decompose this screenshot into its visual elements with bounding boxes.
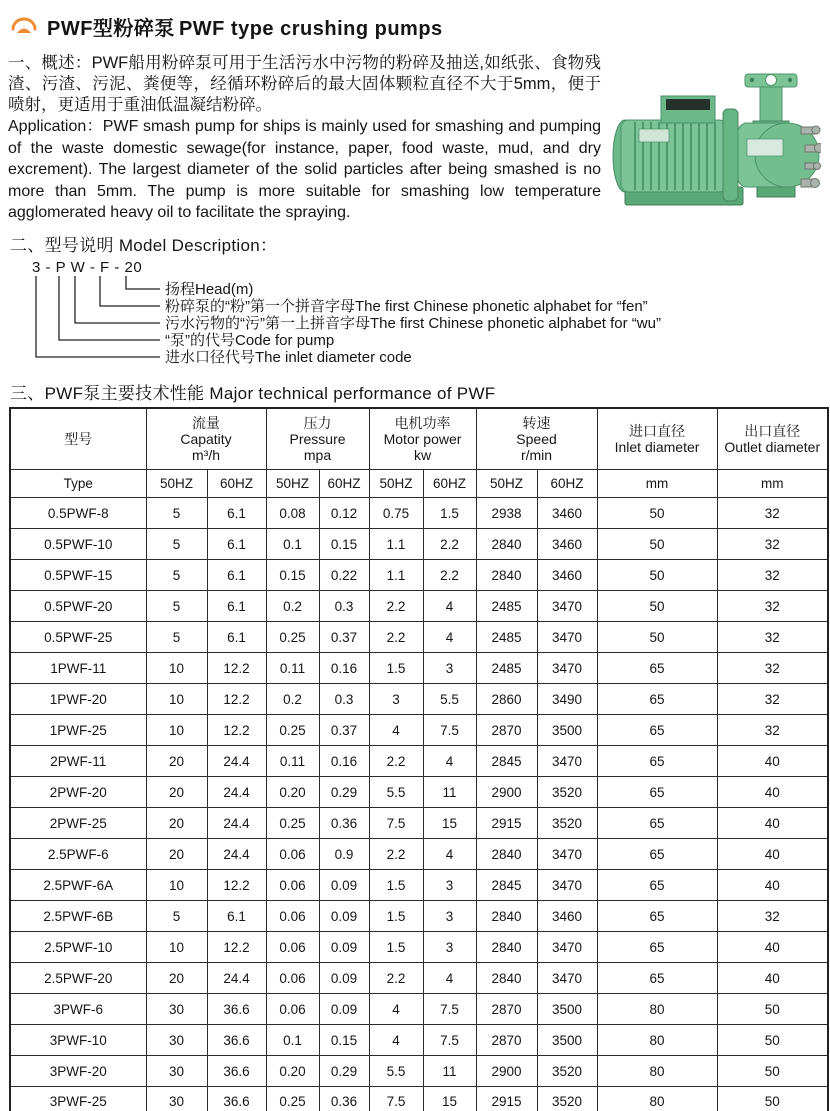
value-cell: 65 xyxy=(597,653,717,684)
value-cell: 2845 xyxy=(476,870,537,901)
model-cell: 3PWF-10 xyxy=(10,1025,146,1056)
table-row xyxy=(10,746,828,777)
model-cell: 3PWF-25 xyxy=(10,1087,146,1111)
value-cell: 5 xyxy=(146,529,207,560)
value-cell: 0.09 xyxy=(319,932,369,963)
value-cell: 0.25 xyxy=(266,715,319,746)
value-cell: 0.20 xyxy=(266,1056,319,1087)
value-cell: 0.1 xyxy=(266,529,319,560)
col-header-pressure-unit: mpa xyxy=(303,446,332,463)
value-cell: 0.36 xyxy=(319,808,369,839)
value-cell: 0.09 xyxy=(319,870,369,901)
value-cell: 24.4 xyxy=(207,808,266,839)
value-cell: 80 xyxy=(597,1087,717,1111)
model-cell: 2PWF-11 xyxy=(10,746,146,777)
value-cell: 0.06 xyxy=(266,870,319,901)
page-title-en: PWF type crushing pumps xyxy=(178,18,443,40)
value-cell: 24.4 xyxy=(207,839,266,870)
value-cell: 30 xyxy=(146,1056,207,1087)
value-cell: 4 xyxy=(369,994,423,1025)
value-cell: 50 xyxy=(597,498,717,529)
value-cell: 2840 xyxy=(476,839,537,870)
value-cell: 32 xyxy=(717,529,828,560)
value-cell: 0.3 xyxy=(319,591,369,622)
value-cell: 12.2 xyxy=(207,715,266,746)
value-cell: 7.5 xyxy=(423,994,476,1025)
value-cell: 0.2 xyxy=(266,591,319,622)
model-cell: 3PWF-20 xyxy=(10,1056,146,1087)
value-cell: 3470 xyxy=(537,963,597,994)
brand-logo-icon xyxy=(10,16,38,38)
table-row xyxy=(10,901,828,932)
table-row xyxy=(10,529,828,560)
table-row xyxy=(10,870,828,901)
value-cell: 3460 xyxy=(537,529,597,560)
value-cell: 40 xyxy=(717,777,828,808)
value-cell: 2.2 xyxy=(369,746,423,777)
value-cell: 7.5 xyxy=(369,1087,423,1111)
value-cell: 10 xyxy=(146,870,207,901)
col-header-model xyxy=(10,408,146,470)
col-header-speed-en: Speed xyxy=(516,430,557,447)
page-header xyxy=(10,12,821,41)
value-cell: 0.16 xyxy=(319,653,369,684)
value-cell: 7.5 xyxy=(423,1025,476,1056)
value-cell: 0.37 xyxy=(319,622,369,653)
value-cell: 2845 xyxy=(476,746,537,777)
value-cell: 50 xyxy=(717,1056,828,1087)
col-header-inlet-zh: 进口直径 xyxy=(629,422,686,439)
value-cell: 32 xyxy=(717,684,828,715)
value-cell: 4 xyxy=(423,622,476,653)
pump-photo xyxy=(609,69,821,221)
value-cell: 2840 xyxy=(476,560,537,591)
spec-table xyxy=(9,407,829,1111)
value-cell: 3470 xyxy=(537,591,597,622)
value-cell: 20 xyxy=(146,963,207,994)
col-header-inlet xyxy=(597,408,717,470)
value-cell: 80 xyxy=(597,1025,717,1056)
value-cell: 65 xyxy=(597,839,717,870)
value-cell: 24.4 xyxy=(207,963,266,994)
value-cell: 24.4 xyxy=(207,777,266,808)
value-cell: 2915 xyxy=(476,1087,537,1111)
value-cell: 2938 xyxy=(476,498,537,529)
value-cell: 5 xyxy=(146,901,207,932)
page-title-zh: PWF型粉碎泵 xyxy=(47,18,175,40)
value-cell: 65 xyxy=(597,901,717,932)
col-header-outlet xyxy=(717,408,828,470)
value-cell: 2840 xyxy=(476,901,537,932)
value-cell: 40 xyxy=(717,808,828,839)
value-cell: 40 xyxy=(717,746,828,777)
value-cell: 2840 xyxy=(476,529,537,560)
value-cell: 2.2 xyxy=(369,591,423,622)
table-row xyxy=(10,1087,828,1111)
value-cell: 4 xyxy=(423,746,476,777)
value-cell: 10 xyxy=(146,684,207,715)
value-cell: 50 xyxy=(717,1025,828,1056)
col-header-inlet-en: Inlet diameter xyxy=(614,438,700,455)
model-cell: 2.5PWF-10 xyxy=(10,932,146,963)
value-cell: 50 xyxy=(597,560,717,591)
value-cell: 12.2 xyxy=(207,870,266,901)
col-header-capacity xyxy=(146,408,266,470)
value-cell: 3460 xyxy=(537,901,597,932)
value-cell: 50 xyxy=(717,1087,828,1111)
value-cell: 15 xyxy=(423,808,476,839)
value-cell: 2860 xyxy=(476,684,537,715)
value-cell: 3 xyxy=(423,870,476,901)
value-cell: 0.3 xyxy=(319,684,369,715)
value-cell: 2.2 xyxy=(369,839,423,870)
value-cell: 3 xyxy=(423,932,476,963)
value-cell: 0.75 xyxy=(369,498,423,529)
value-cell: 3470 xyxy=(537,839,597,870)
model-cell: 0.5PWF-25 xyxy=(10,622,146,653)
value-cell: 36.6 xyxy=(207,1056,266,1087)
value-cell: 40 xyxy=(717,870,828,901)
table-row xyxy=(10,684,828,715)
model-code-label-head: 扬程Head(m) xyxy=(165,280,254,298)
value-cell: 2870 xyxy=(476,994,537,1025)
value-cell: 0.09 xyxy=(319,963,369,994)
value-cell: 4 xyxy=(423,591,476,622)
value-cell: 40 xyxy=(717,932,828,963)
value-cell: 2915 xyxy=(476,808,537,839)
table-row xyxy=(10,839,828,870)
value-cell: 1.1 xyxy=(369,560,423,591)
table-row xyxy=(10,777,828,808)
value-cell: 0.16 xyxy=(319,746,369,777)
model-cell: 0.5PWF-15 xyxy=(10,560,146,591)
value-cell: 2870 xyxy=(476,1025,537,1056)
col-header-pressure xyxy=(266,408,369,470)
col-header-pressure-zh: 压力 xyxy=(303,414,332,431)
value-cell: 1.5 xyxy=(369,653,423,684)
value-cell: 1.5 xyxy=(369,932,423,963)
value-cell: 0.29 xyxy=(319,777,369,808)
model-cell: 1PWF-20 xyxy=(10,684,146,715)
value-cell: 80 xyxy=(597,994,717,1025)
value-cell: 50 xyxy=(597,622,717,653)
subheader-cell: 60HZ xyxy=(207,470,266,498)
table-row xyxy=(10,560,828,591)
value-cell: 40 xyxy=(717,839,828,870)
col-header-motor-power xyxy=(369,408,476,470)
value-cell: 6.1 xyxy=(207,560,266,591)
model-description-heading: 二、型号说明 Model Description： xyxy=(10,235,278,255)
value-cell: 65 xyxy=(597,777,717,808)
value-cell: 0.15 xyxy=(266,560,319,591)
model-cell: 2.5PWF-20 xyxy=(10,963,146,994)
value-cell: 10 xyxy=(146,932,207,963)
col-header-capacity-zh: 流量 xyxy=(192,414,220,431)
value-cell: 0.15 xyxy=(319,529,369,560)
model-code-label-inlet: 进水口径代号The inlet diameter code xyxy=(165,348,412,366)
value-cell: 32 xyxy=(717,653,828,684)
value-cell: 0.08 xyxy=(266,498,319,529)
table-row xyxy=(10,715,828,746)
col-header-capacity-en: Capatity xyxy=(180,430,232,447)
table-row xyxy=(10,1025,828,1056)
value-cell: 0.29 xyxy=(319,1056,369,1087)
value-cell: 0.20 xyxy=(266,777,319,808)
value-cell: 80 xyxy=(597,1056,717,1087)
value-cell: 6.1 xyxy=(207,622,266,653)
subheader-cell: 60HZ xyxy=(319,470,369,498)
value-cell: 0.06 xyxy=(266,994,319,1025)
value-cell: 10 xyxy=(146,653,207,684)
table-row xyxy=(10,1056,828,1087)
col-header-pressure-en: Pressure xyxy=(289,430,346,447)
value-cell: 2.2 xyxy=(423,560,476,591)
value-cell: 36.6 xyxy=(207,994,266,1025)
value-cell: 40 xyxy=(717,963,828,994)
value-cell: 0.11 xyxy=(266,653,319,684)
value-cell: 65 xyxy=(597,870,717,901)
table-row xyxy=(10,808,828,839)
value-cell: 36.6 xyxy=(207,1025,266,1056)
col-header-motor-power-en: Motor power xyxy=(383,430,462,447)
col-header-motor-power-unit: kw xyxy=(413,446,432,463)
col-header-outlet-zh: 出口直径 xyxy=(744,422,801,439)
model-cell: 2.5PWF-6A xyxy=(10,870,146,901)
table-row xyxy=(10,963,828,994)
col-header-speed-zh: 转速 xyxy=(522,414,551,431)
value-cell: 0.22 xyxy=(319,560,369,591)
subheader-cell: 50HZ xyxy=(266,470,319,498)
value-cell: 10 xyxy=(146,715,207,746)
subheader-cell: 60HZ xyxy=(423,470,476,498)
value-cell: 2900 xyxy=(476,1056,537,1087)
value-cell: 2870 xyxy=(476,715,537,746)
col-header-capacity-unit: m³/h xyxy=(192,446,220,463)
value-cell: 3500 xyxy=(537,715,597,746)
value-cell: 3 xyxy=(423,901,476,932)
value-cell: 0.25 xyxy=(266,808,319,839)
model-cell: 1PWF-25 xyxy=(10,715,146,746)
value-cell: 7.5 xyxy=(369,808,423,839)
model-cell: 0.5PWF-8 xyxy=(10,498,146,529)
value-cell: 0.25 xyxy=(266,622,319,653)
value-cell: 11 xyxy=(423,777,476,808)
value-cell: 3470 xyxy=(537,870,597,901)
subheader-cell: mm xyxy=(597,470,717,498)
value-cell: 65 xyxy=(597,746,717,777)
value-cell: 4 xyxy=(369,1025,423,1056)
page-title xyxy=(47,12,443,41)
value-cell: 32 xyxy=(717,591,828,622)
subheader-cell: mm xyxy=(717,470,828,498)
value-cell: 32 xyxy=(717,715,828,746)
value-cell: 0.06 xyxy=(266,963,319,994)
value-cell: 65 xyxy=(597,715,717,746)
value-cell: 2485 xyxy=(476,653,537,684)
value-cell: 5 xyxy=(146,591,207,622)
value-cell: 7.5 xyxy=(423,715,476,746)
table-row xyxy=(10,932,828,963)
value-cell: 30 xyxy=(146,1025,207,1056)
value-cell: 0.1 xyxy=(266,1025,319,1056)
value-cell: 0.2 xyxy=(266,684,319,715)
value-cell: 3470 xyxy=(537,746,597,777)
value-cell: 6.1 xyxy=(207,901,266,932)
value-cell: 0.11 xyxy=(266,746,319,777)
value-cell: 32 xyxy=(717,901,828,932)
value-cell: 4 xyxy=(423,963,476,994)
model-cell: 2PWF-20 xyxy=(10,777,146,808)
value-cell: 2.2 xyxy=(369,963,423,994)
subheader-cell: 60HZ xyxy=(537,470,597,498)
model-cell: 1PWF-11 xyxy=(10,653,146,684)
value-cell: 0.09 xyxy=(319,994,369,1025)
value-cell: 3520 xyxy=(537,1087,597,1111)
value-cell: 3500 xyxy=(537,994,597,1025)
value-cell: 3490 xyxy=(537,684,597,715)
subheader-cell: 50HZ xyxy=(476,470,537,498)
value-cell: 3470 xyxy=(537,653,597,684)
value-cell: 6.1 xyxy=(207,591,266,622)
model-cell: 0.5PWF-20 xyxy=(10,591,146,622)
model-cell: 3PWF-6 xyxy=(10,994,146,1025)
value-cell: 5.5 xyxy=(369,1056,423,1087)
table-row xyxy=(10,653,828,684)
col-header-speed xyxy=(476,408,597,470)
value-cell: 0.12 xyxy=(319,498,369,529)
table-row xyxy=(10,498,828,529)
model-code: 3 - P W - F - 20 xyxy=(32,258,143,276)
value-cell: 2485 xyxy=(476,591,537,622)
model-cell: 2.5PWF-6 xyxy=(10,839,146,870)
value-cell: 65 xyxy=(597,932,717,963)
value-cell: 0.15 xyxy=(319,1025,369,1056)
value-cell: 3460 xyxy=(537,560,597,591)
table-row xyxy=(10,591,828,622)
value-cell: 12.2 xyxy=(207,653,266,684)
value-cell: 2840 xyxy=(476,963,537,994)
value-cell: 65 xyxy=(597,808,717,839)
value-cell: 5.5 xyxy=(423,684,476,715)
col-header-outlet-en: Outlet diameter xyxy=(724,438,821,455)
value-cell: 11 xyxy=(423,1056,476,1087)
model-code-label-wu: 污水污物的“污”第一上拼音字母The first Chinese phonetic alphabet for “wu” xyxy=(165,314,661,332)
value-cell: 32 xyxy=(717,622,828,653)
value-cell: 30 xyxy=(146,1087,207,1111)
col-header-speed-unit: r/min xyxy=(520,446,553,463)
value-cell: 4 xyxy=(369,715,423,746)
value-cell: 50 xyxy=(717,994,828,1025)
value-cell: 3520 xyxy=(537,808,597,839)
subheader-cell: 50HZ xyxy=(369,470,423,498)
value-cell: 2.2 xyxy=(423,529,476,560)
value-cell: 1.5 xyxy=(423,498,476,529)
value-cell: 3 xyxy=(369,684,423,715)
value-cell: 65 xyxy=(597,684,717,715)
value-cell: 3470 xyxy=(537,622,597,653)
value-cell: 3 xyxy=(423,653,476,684)
value-cell: 0.06 xyxy=(266,932,319,963)
value-cell: 50 xyxy=(597,591,717,622)
value-cell: 0.09 xyxy=(319,901,369,932)
value-cell: 5 xyxy=(146,560,207,591)
value-cell: 0.9 xyxy=(319,839,369,870)
value-cell: 5 xyxy=(146,622,207,653)
value-cell: 32 xyxy=(717,498,828,529)
value-cell: 12.2 xyxy=(207,932,266,963)
model-cell: 0.5PWF-10 xyxy=(10,529,146,560)
model-cell: 2PWF-25 xyxy=(10,808,146,839)
value-cell: 6.1 xyxy=(207,529,266,560)
overview-text-en: Application：PWF smash pump for ships is mainly used for smashing and pumping of the waste domestic sewage(for instance, paper, food waste, mud, and dry excrement). The largest diameter of the solid particles after being smashed is no more than 5mm. The pump is more suitable for smashing low temperature agglomerated heavy oil to facilitate the spraying. xyxy=(8,118,601,221)
value-cell: 2900 xyxy=(476,777,537,808)
value-cell: 2.2 xyxy=(369,622,423,653)
value-cell: 1.5 xyxy=(369,870,423,901)
table-row xyxy=(10,622,828,653)
value-cell: 1.1 xyxy=(369,529,423,560)
value-cell: 20 xyxy=(146,777,207,808)
value-cell: 20 xyxy=(146,808,207,839)
spec-table-body xyxy=(10,498,828,1111)
value-cell: 0.25 xyxy=(266,1087,319,1111)
value-cell: 0.36 xyxy=(319,1087,369,1111)
value-cell: 5.5 xyxy=(369,777,423,808)
value-cell: 20 xyxy=(146,746,207,777)
overview-section xyxy=(8,53,821,224)
model-code-diagram xyxy=(12,257,821,372)
value-cell: 24.4 xyxy=(207,746,266,777)
col-header-motor-power-zh: 电机功率 xyxy=(394,414,451,431)
table-row xyxy=(10,994,828,1025)
value-cell: 32 xyxy=(717,560,828,591)
col-header-model-zh: 型号 xyxy=(64,430,93,447)
value-cell: 3520 xyxy=(537,777,597,808)
value-cell: 1.5 xyxy=(369,901,423,932)
value-cell: 3500 xyxy=(537,1025,597,1056)
overview-text-zh: 一、概述：PWF船用粉碎泵可用于生活污水中污物的粉碎及抽送,如纸张、食物残渣、污渣、污泥、粪便等，经循环粉碎后的最大固体颗粒直径不大于5mm，便于喷射，更适用于重油低温凝结粉碎。 xyxy=(8,54,601,114)
value-cell: 12.2 xyxy=(207,684,266,715)
model-code-label-fen: 粉碎泵的“粉”第一个拼音字母The first Chinese phonetic alphabet for “fen” xyxy=(165,297,648,315)
value-cell: 36.6 xyxy=(207,1087,266,1111)
value-cell: 50 xyxy=(597,529,717,560)
value-cell: 4 xyxy=(423,839,476,870)
value-cell: 20 xyxy=(146,839,207,870)
model-cell: 2.5PWF-6B xyxy=(10,901,146,932)
value-cell: 3470 xyxy=(537,932,597,963)
value-cell: 0.06 xyxy=(266,901,319,932)
subheader-row xyxy=(10,470,828,498)
group-header-row xyxy=(10,408,828,470)
value-cell: 2485 xyxy=(476,622,537,653)
value-cell: 0.37 xyxy=(319,715,369,746)
value-cell: 15 xyxy=(423,1087,476,1111)
value-cell: 6.1 xyxy=(207,498,266,529)
value-cell: 0.06 xyxy=(266,839,319,870)
value-cell: 2840 xyxy=(476,932,537,963)
subheader-type: Type xyxy=(10,470,146,498)
table-heading: 三、PWF泵主要技术性能 Major technical performance of PWF xyxy=(10,383,496,403)
value-cell: 65 xyxy=(597,963,717,994)
value-cell: 3460 xyxy=(537,498,597,529)
model-code-label-pump: “泵”的代号Code for pump xyxy=(165,331,335,349)
value-cell: 5 xyxy=(146,498,207,529)
subheader-cell: 50HZ xyxy=(146,470,207,498)
value-cell: 30 xyxy=(146,994,207,1025)
value-cell: 3520 xyxy=(537,1056,597,1087)
